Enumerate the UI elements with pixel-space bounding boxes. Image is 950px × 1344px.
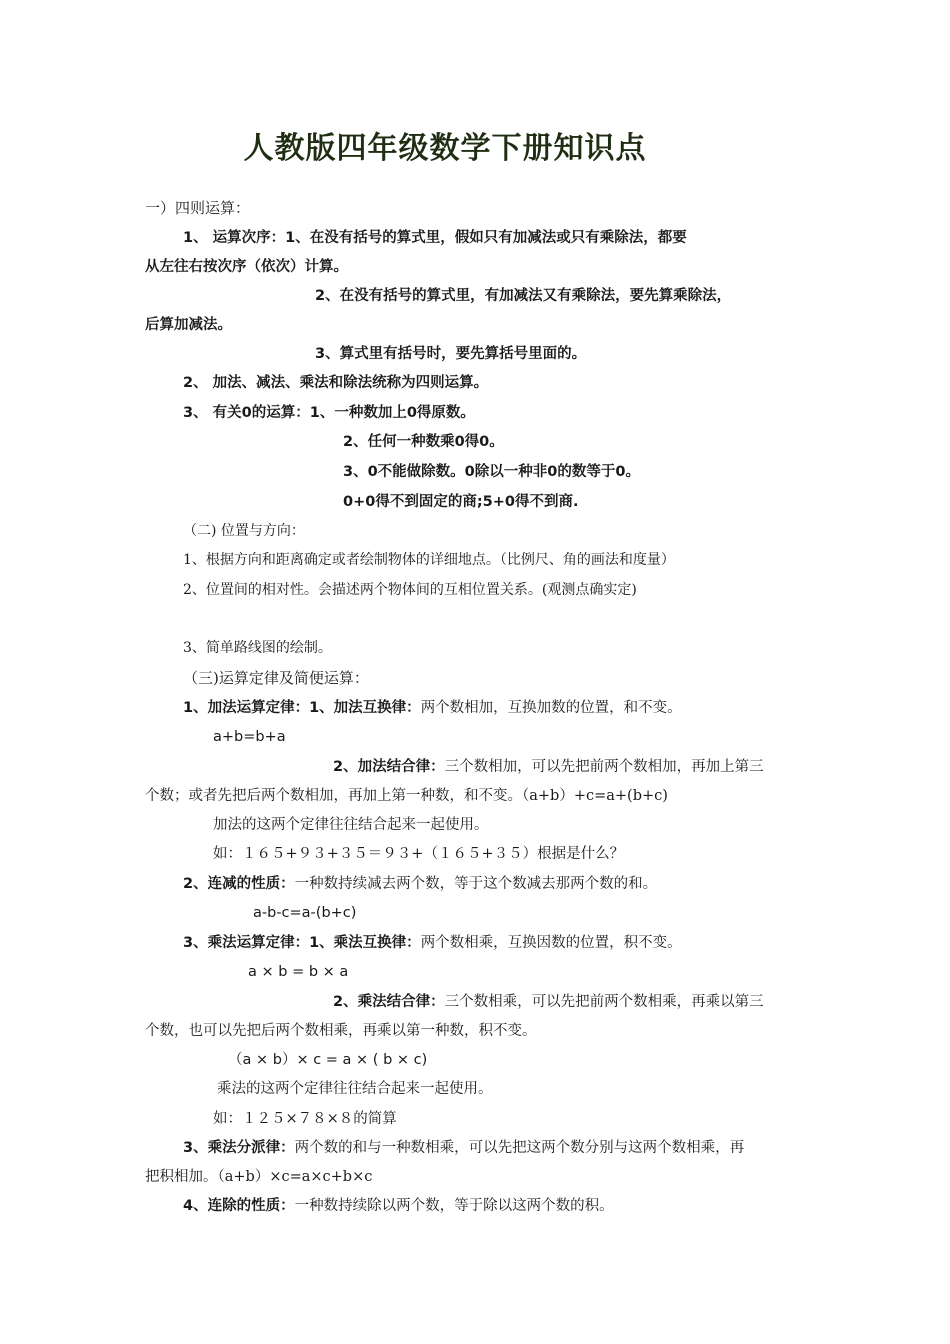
s1-line-1: 1、 运算次序：1、在没有括号的算式里，假如只有加减法或只有乘除法，都要 [183,230,687,246]
addition-commutative-line [183,698,682,718]
multiplication-note: 乘法的这两个定律往往结合起来一起使用。 [217,1081,493,1097]
addition-commutative-formula: a+b=b+a [213,729,286,745]
s2-line-1: 1、根据方向和距离确定或者绘制物体的详细地点。（比例尺、角的画法和度量） [183,552,675,568]
multiplication-associative-cont: 个数，也可以先把后两个数相乘，再乘以第一种数，积不变。 [145,1023,537,1039]
s1-line-10: 0+0得不到固定的商;5+0得不到商. [343,494,579,510]
addition-note: 加法的这两个定律往往结合起来一起使用。 [213,817,489,833]
section-3-heading: （三)运算定律及简便运算： [183,669,369,687]
s1-line-9: 3、0不能做除数。0除以一种非0的数等于0。 [343,464,640,480]
subtraction-property-line [183,874,657,894]
s2-line-2: 2、位置间的相对性。会描述两个物体间的互相位置关系。(观测点确实定) [183,582,637,598]
multiplication-associative-line [333,992,764,1012]
multiplication-associative-term: 2、乘法结合律： [333,994,445,1010]
s1-line-4: 后算加减法。 [145,317,232,333]
addition-commutative-text: 两个数相加，互换加数的位置，和不变。 [420,700,682,716]
s2-line-3: 3、简单路线图的绘制。 [183,640,332,656]
multiplication-example: 如：１２５×７８×８的简算 [213,1111,397,1127]
distributive-cont: 把积相加。（a+b）×c=a×c+b×c [145,1169,373,1185]
addition-associative-text: 三个数相加，可以先把前两个数相加，再加上第三 [444,759,764,775]
multiplication-commutative-text: 两个数相乘，互换因数的位置，积不变。 [420,935,682,951]
s1-line-6: 2、 加法、减法、乘法和除法统称为四则运算。 [183,375,489,391]
distributive-line [183,1138,744,1158]
addition-commutative-term: 1、加法运算定律：1、加法互换律： [183,700,421,716]
division-property-line [183,1196,614,1216]
s1-line-3: 2、在没有括号的算式里，有加减法又有乘除法，要先算乘除法， [315,288,732,304]
addition-example: 如：１６５+９３+３５＝９３+（１６５+３５）根据是什么？ [213,846,625,862]
addition-associative-cont: 个数；或者先把后两个数相加，再加上第一种数，和不变。（a+b）+c=a+(b+c) [145,788,668,804]
division-property-text: 一种数持续除以两个数，等于除以这两个数的积。 [294,1198,614,1214]
s1-line-5: 3、算式里有括号时，要先算括号里面的。 [315,346,587,362]
multiplication-commutative-formula: a × b = b × a [248,964,349,980]
s1-line-2: 从左往右按次序（依次）计算。 [145,259,348,275]
subtraction-formula: a-b-c=a-(b+c) [253,905,357,921]
document-title: 人教版四年级数学下册知识点 [243,131,647,166]
distributive-term: 3、乘法分派律： [183,1140,295,1156]
distributive-text: 两个数的和与一种数相乘，可以先把这两个数分别与这两个数相乘，再 [294,1140,745,1156]
subtraction-property-term: 2、连减的性质： [183,876,295,892]
s1-line-7: 3、 有关0的运算：1、一种数加上0得原数。 [183,405,475,421]
section-1-heading: 一）四则运算： [145,199,251,217]
addition-associative-line [333,757,764,777]
s1-line-8: 2、任何一种数乘0得0。 [343,434,504,450]
division-property-term: 4、连除的性质： [183,1198,295,1214]
multiplication-commutative-term: 3、乘法运算定律：1、乘法互换律： [183,935,421,951]
multiplication-commutative-line [183,933,682,953]
multiplication-associative-text: 三个数相乘，可以先把前两个数相乘，再乘以第三 [444,994,764,1010]
addition-associative-term: 2、加法结合律： [333,759,445,775]
section-2-heading: （二) 位置与方向： [183,523,305,539]
subtraction-property-text: 一种数持续减去两个数，等于这个数减去那两个数的和。 [294,876,658,892]
multiplication-associative-formula: （a × b）× c = a × ( b × c) [228,1052,428,1068]
